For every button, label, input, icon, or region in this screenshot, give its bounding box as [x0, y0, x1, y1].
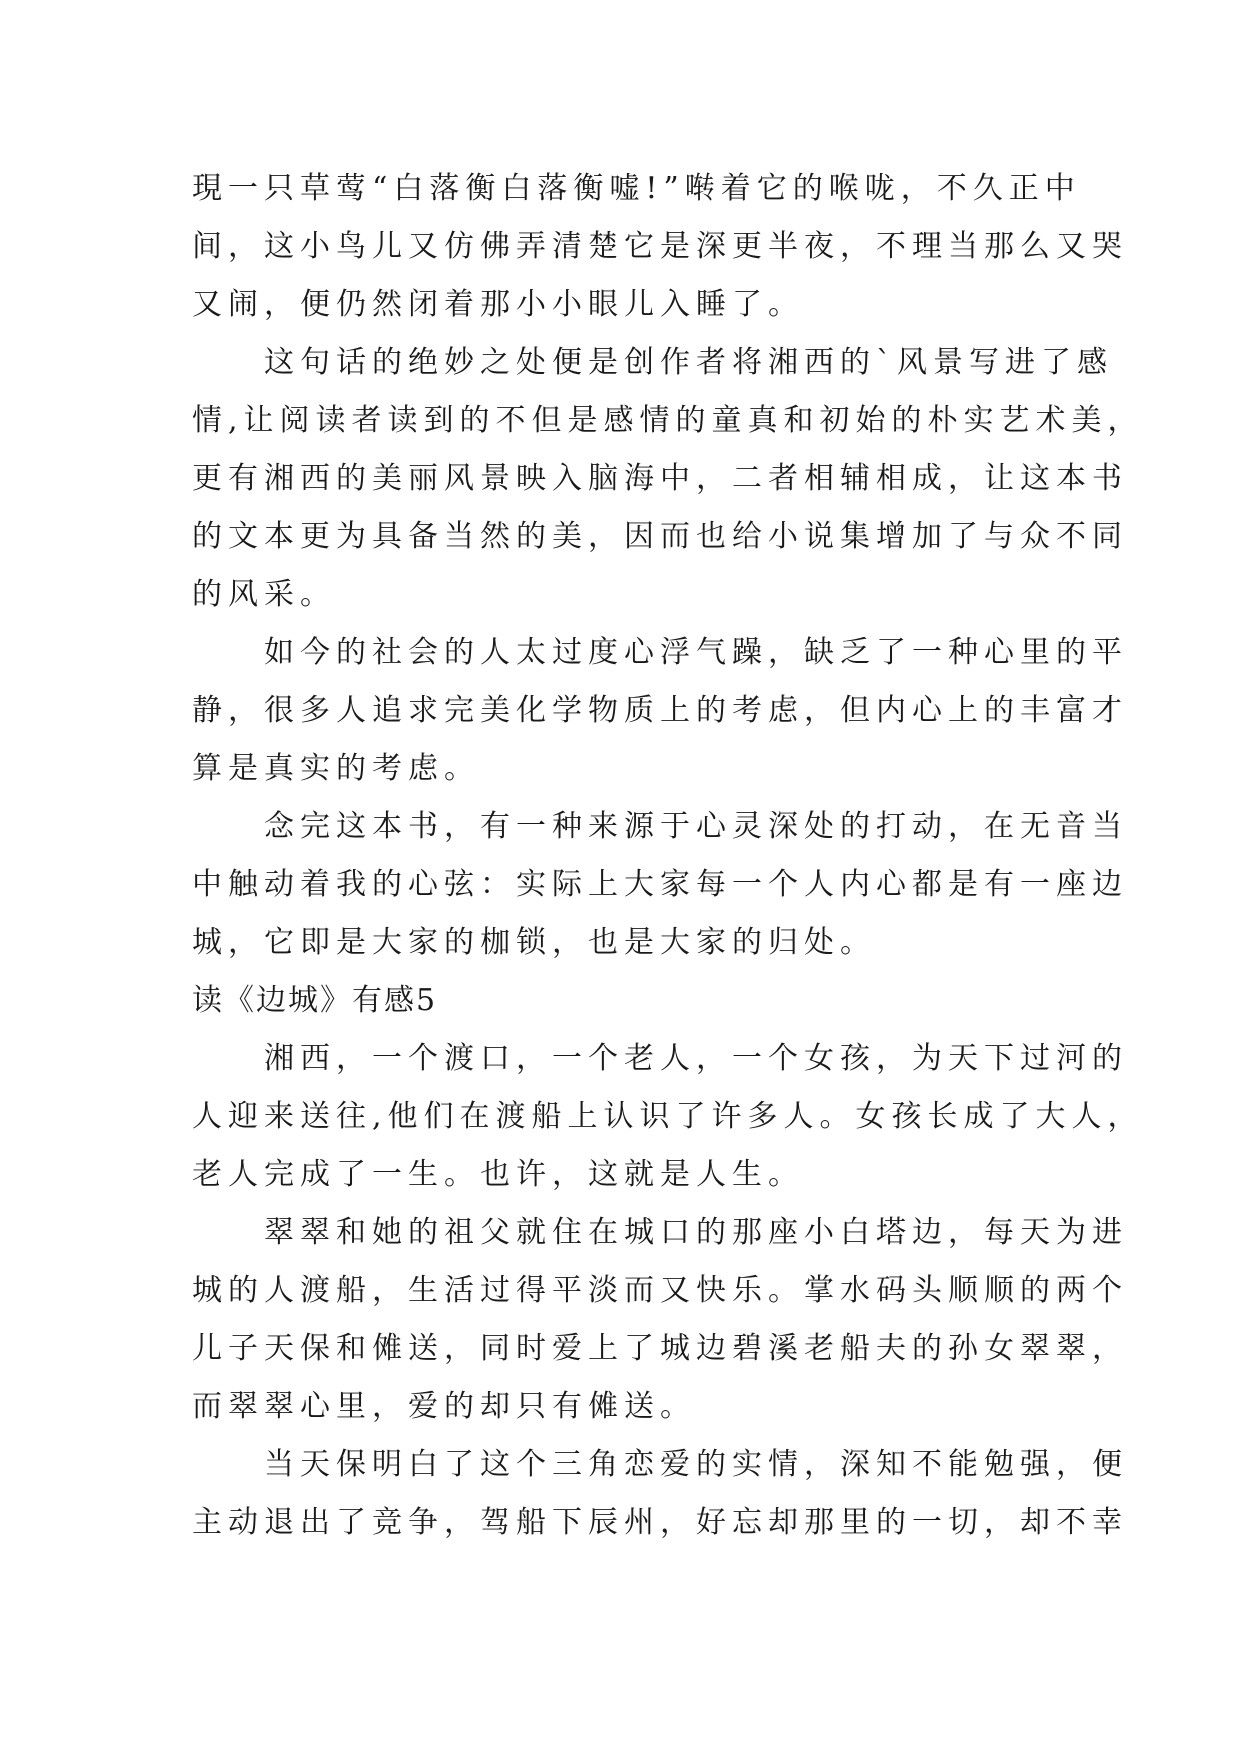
text-line: 如今的社会的人太过度心浮气躁，缺乏了一种心里的平 — [192, 635, 1128, 670]
body-text — [192, 160, 1144, 1552]
text-line: 城的人渡船，生活过得平淡而又快乐。掌水码头顺顺的两个 — [192, 1273, 1128, 1308]
text-line: 念完这本书，有一种来源于心灵深处的打动，在无音当 — [192, 809, 1128, 844]
section-heading: 读《边城》有感5 — [192, 983, 438, 1018]
text-line: 更有湘西的美丽风景映入脑海中，二者相辅相成，让这本书 — [192, 461, 1128, 496]
text-line: 人迎来送往,他们在渡船上认识了许多人。女孩长成了大人， — [192, 1099, 1144, 1134]
text-line: 主动退出了竞争，驾船下辰州，好忘却那里的一切，却不幸 — [192, 1505, 1128, 1540]
text-line: 间，这小鸟儿又仿佛弄清楚它是深更半夜，不理当那么又哭 — [192, 229, 1128, 264]
text-line: 又闹，便仍然闭着那小小眼儿入睡了。 — [192, 287, 804, 322]
text-line: 湘西，一个渡口，一个老人，一个女孩，为天下过河的 — [192, 1041, 1128, 1076]
text-line: 的文本更为具备当然的美，因而也给小说集增加了与众不同 — [192, 519, 1128, 554]
text-line: 翠翠和她的祖父就住在城口的那座小白塔边，每天为进 — [192, 1215, 1128, 1250]
text-line: 算是真实的考虑。 — [192, 751, 480, 786]
text-line: 这句话的绝妙之处便是创作者将湘西的`风景写进了感 — [192, 345, 1113, 380]
text-line: 情,让阅读者读到的不但是感情的童真和初始的朴实艺术美， — [192, 403, 1144, 438]
text-line: 而翠翠心里，爱的却只有傩送。 — [192, 1389, 696, 1424]
text-line: 老人完成了一生。也许，这就是人生。 — [192, 1157, 804, 1192]
text-line: 城，它即是大家的枷锁，也是大家的归处。 — [192, 925, 876, 960]
text-line: 静，很多人追求完美化学物质上的考虑，但内心上的丰富才 — [192, 693, 1128, 728]
text-line: 中触动着我的心弦：实际上大家每一个人内心都是有一座边 — [192, 867, 1128, 902]
text-line: 当天保明白了这个三角恋爱的实情，深知不能勉强，便 — [192, 1447, 1128, 1482]
text-line: 現一只草莺“白落衡白落衡嘘!”啭着它的喉咙，不久正中 — [192, 171, 1081, 206]
text-line: 儿子天保和傩送，同时爱上了城边碧溪老船夫的孙女翠翠， — [192, 1331, 1128, 1366]
text-line: 的风采。 — [192, 577, 336, 612]
